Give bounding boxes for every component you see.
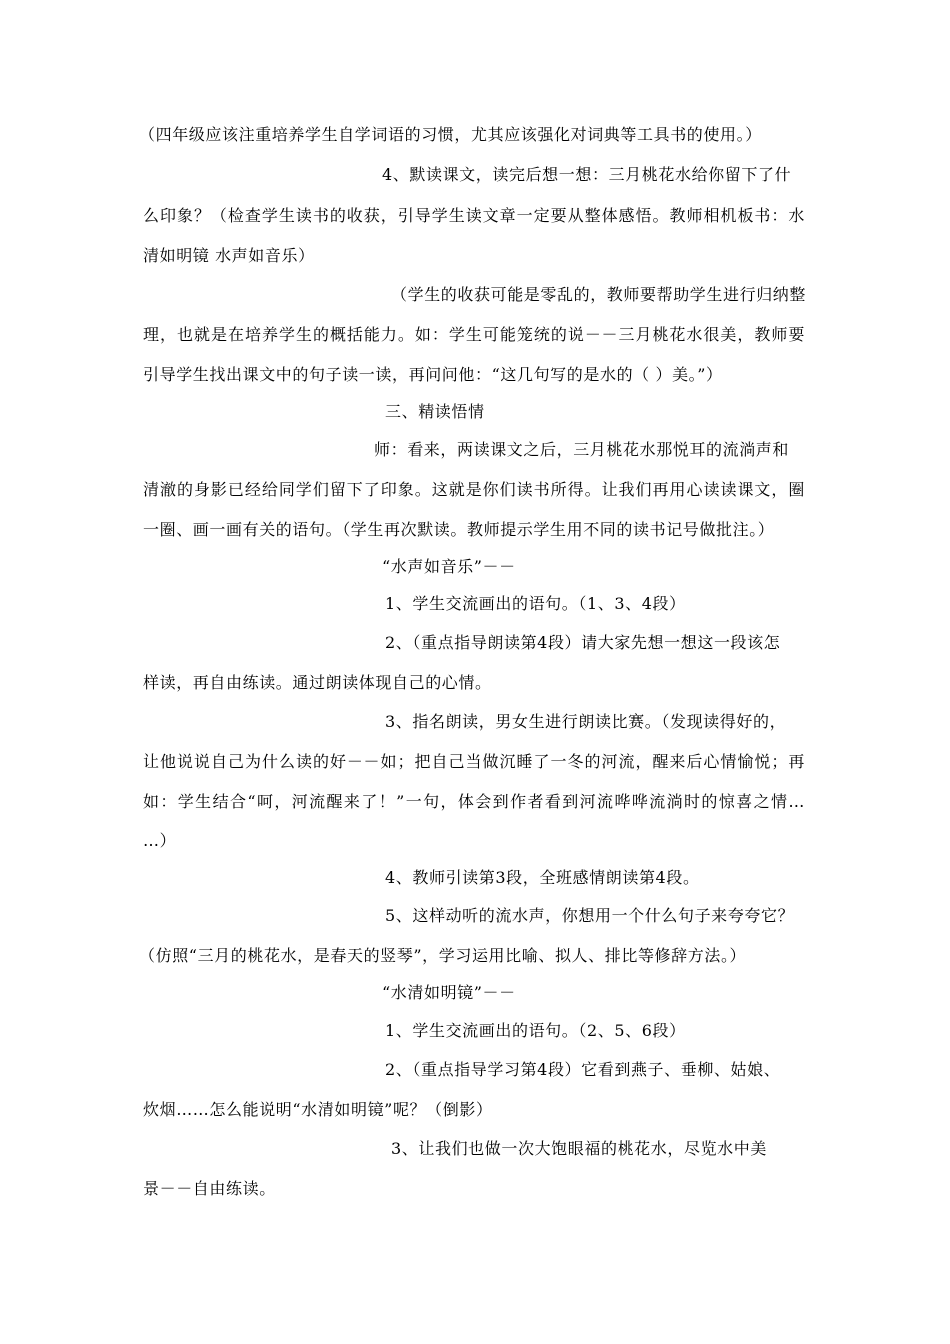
text-line: …） bbox=[143, 831, 177, 850]
text-line: 景－－自由练读。 bbox=[143, 1179, 276, 1198]
text-line: 4、教师引读第3段，全班感情朗读第4段。 bbox=[385, 868, 700, 887]
text-line: 如：学生结合“呵，河流醒来了！”一句，体会到作者看到河流哗哗流淌时的惊喜之情… bbox=[143, 792, 805, 811]
text-line: 2、（重点指导学习第4段）它看到燕子、垂柳、姑娘、 bbox=[385, 1060, 781, 1079]
text-line: 么印象？（检查学生读书的收获，引导学生读文章一定要从整体感悟。教师相机板书：水 bbox=[143, 206, 805, 225]
text-line: 样读，再自由练读。通过朗读体现自己的心情。 bbox=[143, 673, 492, 692]
text-line: 理，也就是在培养学生的概括能力。如：学生可能笼统的说－－三月桃花水很美，教师要 bbox=[143, 325, 805, 344]
text-line: 1、学生交流画出的语句。（1、3、4段） bbox=[385, 594, 686, 613]
section-heading: 三、精读悟情 bbox=[385, 402, 485, 421]
text-line: 炊烟……怎么能说明“水清如明镜”呢？（倒影） bbox=[143, 1100, 493, 1119]
text-line: 2、（重点指导朗读第4段）请大家先想一想这一段该怎 bbox=[385, 633, 781, 652]
text-line: 清如明镜 水声如音乐） bbox=[143, 246, 315, 265]
text-line: 一圈、画一画有关的语句。（学生再次默读。教师提示学生用不同的读书记号做批注。） bbox=[143, 520, 775, 539]
text-line: 师：看来，两读课文之后，三月桃花水那悦耳的流淌声和 bbox=[374, 440, 790, 459]
text-line: 3、指名朗读，男女生进行朗读比赛。（发现读得好的， bbox=[385, 712, 787, 731]
text-line: 5、这样动听的流水声，你想用一个什么句子来夸夸它？ bbox=[385, 906, 795, 925]
text-line: （四年级应该注重培养学生自学词语的习惯，尤其应该强化对词典等工具书的使用。） bbox=[139, 125, 762, 144]
subheading: “水声如音乐”－－ bbox=[382, 557, 516, 576]
text-line: 4、默读课文，读完后想一想：三月桃花水给你留下了什 bbox=[382, 165, 792, 184]
text-line: 引导学生找出课文中的句子读一读，再问问他：“这几句写的是水的（ ）美。”） bbox=[143, 365, 723, 384]
text-line: 让他说说自己为什么读的好－－如；把自己当做沉睡了一冬的河流，醒来后心情愉悦；再 bbox=[143, 752, 805, 771]
text-line: （学生的收获可能是零乱的，教师要帮助学生进行归纳整 bbox=[391, 285, 807, 304]
text-line: 3、让我们也做一次大饱眼福的桃花水，尽览水中美 bbox=[391, 1139, 767, 1158]
text-line: 清澈的身影已经给同学们留下了印象。这就是你们读书所得。让我们再用心读读课文，圈 bbox=[143, 480, 805, 499]
text-line: （仿照“三月的桃花水，是春天的竖琴”，学习运用比喻、拟人、排比等修辞方法。） bbox=[139, 946, 747, 965]
text-line: 1、学生交流画出的语句。（2、5、6段） bbox=[385, 1021, 686, 1040]
subheading: “水清如明镜”－－ bbox=[382, 983, 516, 1002]
